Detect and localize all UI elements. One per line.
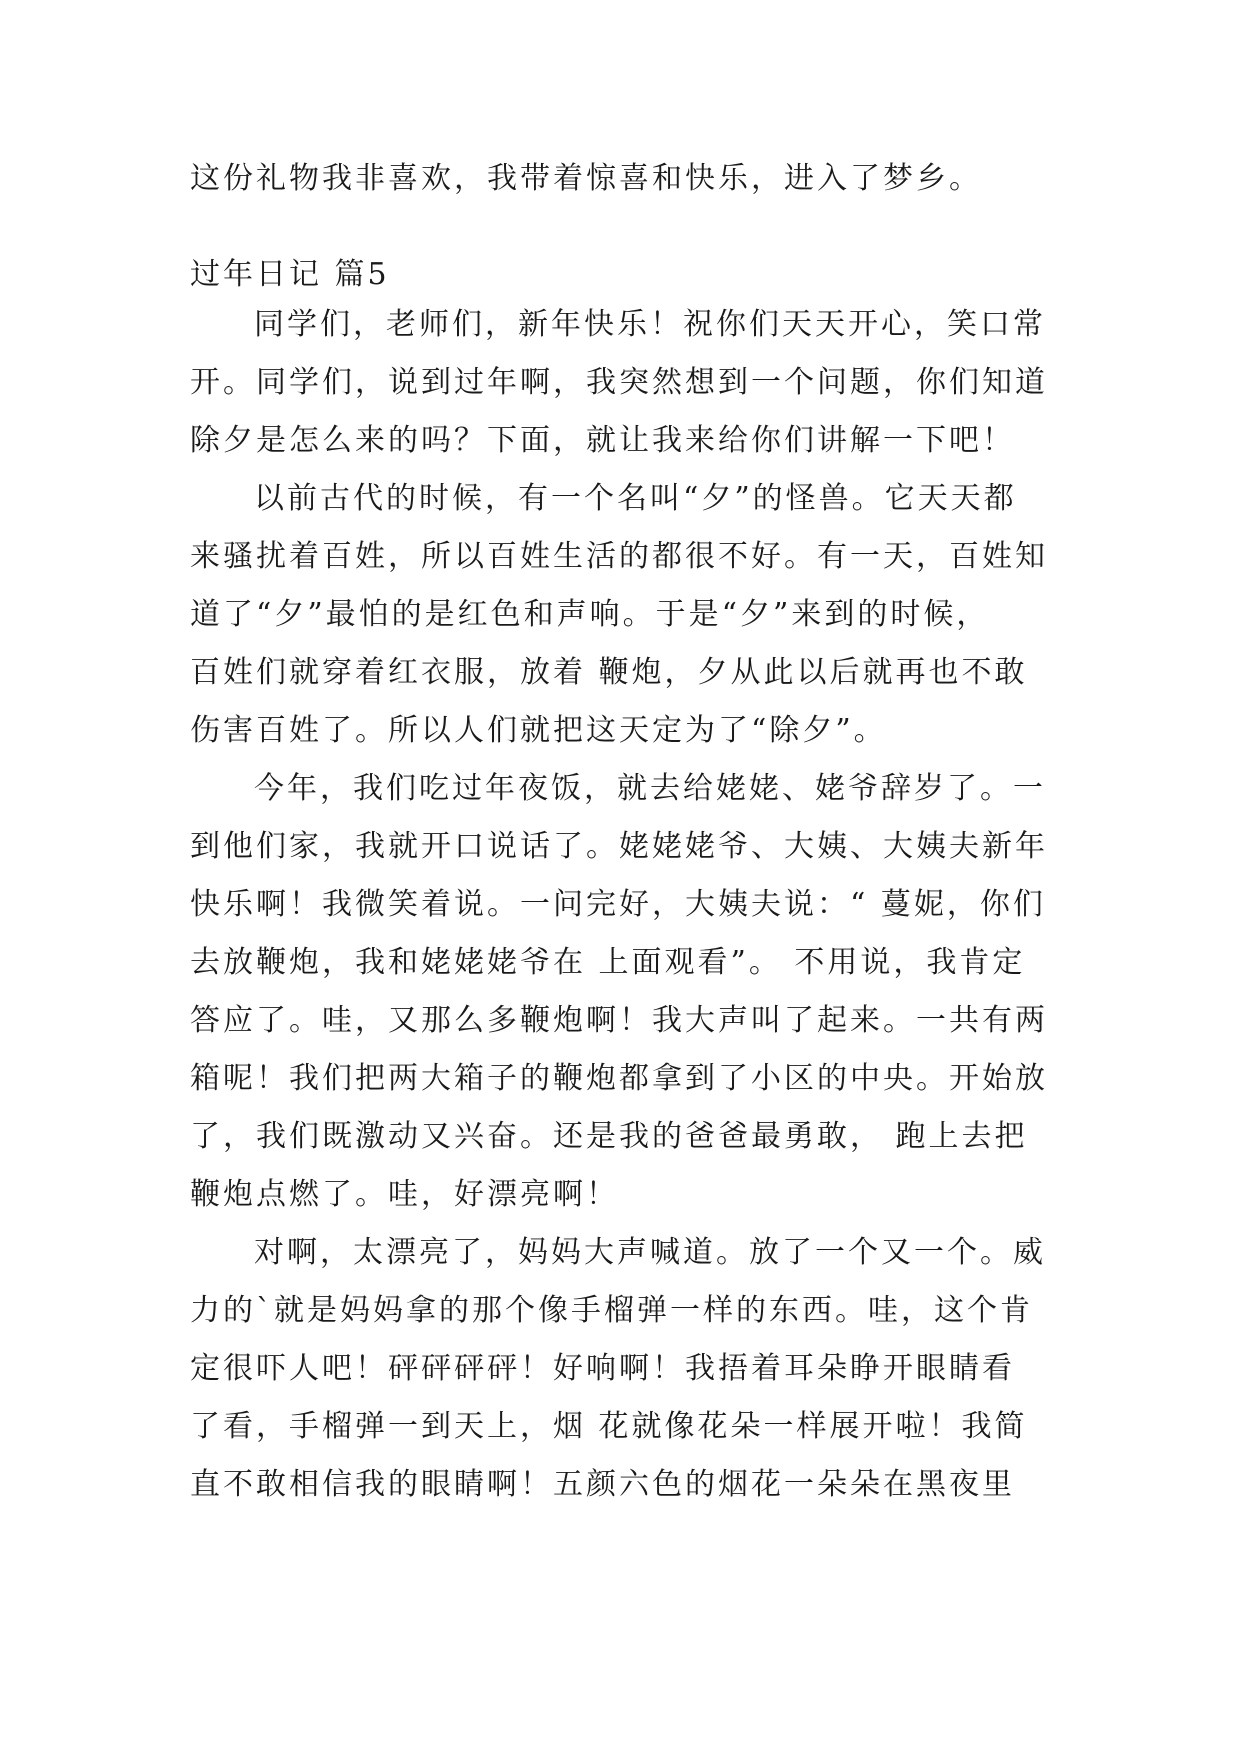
text-line: 定很吓人吧！砰砰砰砰！好响啊！我捂着耳朵睁开眼睛看 bbox=[190, 1351, 1015, 1386]
text-line: 开。同学们，说到过年啊，我突然想到一个问题，你们知道 bbox=[190, 365, 1048, 400]
text-line: 对啊，太漂亮了，妈妈大声喊道。放了一个又一个。威 bbox=[254, 1235, 1046, 1270]
opening-line bbox=[190, 150, 1048, 208]
paragraph-4 bbox=[190, 1224, 1048, 1514]
text-line: 来骚扰着百姓，所以百姓生活的都很不好。有一天，百姓知 bbox=[190, 539, 1048, 574]
text-line: 答应了。哇，又那么多鞭炮啊！我大声叫了起来。一共有两 bbox=[190, 1003, 1048, 1038]
text-line: 了，我们既激动又兴奋。还是我的爸爸最勇敢， 跑上去把 bbox=[190, 1119, 1028, 1154]
text-line: 了看，手榴弹一到天上，烟 花就像花朵一样展开啦！我简 bbox=[190, 1409, 1028, 1444]
text-line: 伤害百姓了。所以人们就把这天定为了“除夕”。 bbox=[190, 713, 887, 748]
text-line: 箱呢！我们把两大箱子的鞭炮都拿到了小区的中央。开始放 bbox=[190, 1061, 1048, 1096]
text-line: 去放鞭炮，我和姥姥姥爷在 上面观看”。 不用说，我肯定 bbox=[190, 945, 1026, 980]
text-line: 力的`就是妈妈拿的那个像手榴弹一样的东西。哇，这个肯 bbox=[190, 1293, 1033, 1328]
section-heading: 过年日记 篇5 bbox=[190, 257, 390, 292]
text-line: 到他们家，我就开口说话了。姥姥姥爷、大姨、大姨夫新年 bbox=[190, 829, 1048, 864]
paragraph-2 bbox=[190, 470, 1048, 760]
paragraph-1 bbox=[190, 296, 1048, 470]
text-line: 百姓们就穿着红衣服，放着 鞭炮，夕从此以后就再也不敢 bbox=[190, 655, 1028, 690]
text-line: 除夕是怎么来的吗？下面，就让我来给你们讲解一下吧！ bbox=[190, 423, 1015, 458]
paragraph-3 bbox=[190, 760, 1048, 1224]
text-line: 同学们，老师们，新年快乐！祝你们天天开心，笑口常 bbox=[254, 307, 1046, 342]
text-line: 道了“夕”最怕的是红色和声响。于是“夕”来到的时候， bbox=[190, 597, 990, 632]
text-line: 快乐啊！我微笑着说。一问完好，大姨夫说：“ 蔓妮，你们 bbox=[190, 887, 1046, 922]
text-line: 这份礼物我非喜欢，我带着惊喜和快乐，进入了梦乡。 bbox=[190, 161, 982, 196]
text-line: 以前古代的时候，有一个名叫“夕”的怪兽。它天天都 bbox=[254, 481, 1017, 516]
text-line: 鞭炮点燃了。哇，好漂亮啊！ bbox=[190, 1177, 619, 1212]
text-line: 直不敢相信我的眼睛啊！五颜六色的烟花一朵朵在黑夜里 bbox=[190, 1467, 1015, 1502]
text-line: 今年，我们吃过年夜饭，就去给姥姥、姥爷辞岁了。一 bbox=[254, 771, 1046, 806]
